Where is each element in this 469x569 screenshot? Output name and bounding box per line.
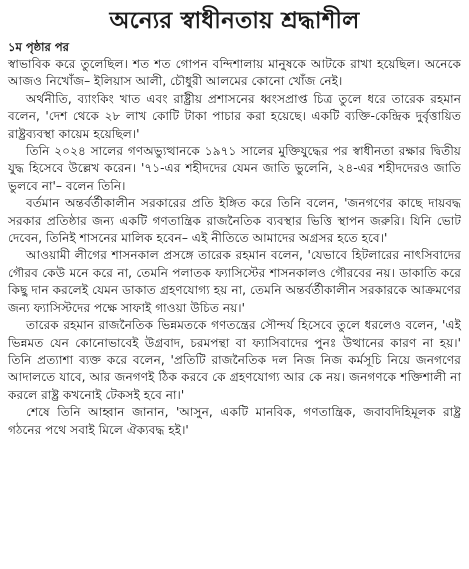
article-paragraph: বর্তমান অন্তর্বর্তীকালীন সরকারের প্রতি ইঙ্গিত করে তিনি বলেন, 'জনগণের কাছে দায়বদ্ধ সরকার প্রতিষ্ঠার জন্য একটি গণতান্ত্রিক রাজনৈতিক ব্যবস্থার ভিত্তি স্থাপন জরুরি। যিনি ভোট দেবেন, তিনিই শাসনের মালিক হবেন– এই নীতিতে আমাদের অগ্রসর হতে হবে।' (8, 196, 461, 246)
article-headline: অন্যের স্বাধীনতায় শ্রদ্ধাশীল (109, 7, 360, 34)
article-paragraph: স্বাভাবিক করে তুলেছিল। শত শত গোপন বন্দিশালায় মানুষকে আটকে রাখা হয়েছিল। অনেকে আজও নিখোঁজ– ইলিয়াস আলী, চৌধুরী আলমের কোনো খোঁজ নেই। (8, 57, 461, 89)
article-paragraph: আওয়ামী লীগের শাসনকাল প্রসঙ্গে তারেক রহমান বলেন, 'যেভাবে হিটলারের নাৎসিবাদের গৌরব কেউ মনে করে না, তেমনি পলাতক ফ্যাসিস্টের শাসনকালও গৌরবের নয়। ডাকাতি করে কিছু দান করলেই যেমন ডাকাত গ্রহণযোগ্য হয় না, তেমনি অন্তর্বর্তীকালীন সরকারকে আক্রমণের জন্য ফ্যাসিস্টদের পক্ষে সাফাই গাওয়া উচিত নয়।' (8, 248, 461, 315)
continued-from-label: ১ম পৃষ্ঠার পর (8, 40, 69, 54)
article-paragraph: অর্থনীতি, ব্যাংকিং খাত এবং রাষ্ট্রীয় প্রশাসনের ধ্বংসপ্রাপ্ত চিত্র তুলে ধরে তারেক রহমান বলেন, 'দেশ থেকে ২৮ লাখ কোটি টাকা পাচার করা হয়েছে। একটি ব্যক্তি-কেন্দ্রিক দুর্বৃত্তায়িত রাষ্ট্রব্যবস্থা কায়েম হয়েছিল।' (8, 91, 461, 141)
article-paragraph: তিনি ২০২৪ সালের গণঅভ্যুত্থানকে ১৯৭১ সালের মুক্তিযুদ্ধের পর স্বাধীনতা রক্ষার দ্বিতীয় যুদ্ধ হিসেবে উল্লেখ করেন। '৭১-এর শহীদদের যেমন জাতি ভুলেনি, ২৪-এর শহীদদেরও জাতি ভুলবে না'– বলেন তিনি। (8, 144, 461, 193)
article-paragraph: শেষে তিনি আহ্বান জানান, 'আসুন, একটি মানবিক, গণতান্ত্রিক, জবাবদিহিমূলক রাষ্ট্র গঠনের পথে সবাই মিলে ঐক্যবদ্ধ হই।' (8, 405, 461, 437)
article-paragraph: তারেক রহমান রাজনৈতিক ভিন্নমতকে গণতন্ত্রের সৌন্দর্য হিসেবে তুলে ধরলেও বলেন, 'এই ভিন্নমত যেন কোনোভাবেই উগ্রবাদ, চরমপন্থা বা ফ্যাসিবাদের পুনঃ উত্থানের কারণ না হয়।' তিনি প্রত্যাশা ব্যক্ত করে বলেন, 'প্রতিটি রাজনৈতিক দল নিজ নিজ কর্মসূচি নিয়ে জনগণের আদালতে যাবে, আর জনগণই ঠিক করবে কে গ্রহণযোগ্য আর কে নয়। জনগণকে শক্তিশালী না করলে রাষ্ট্র কখনোই টেকসই হবে না।' (8, 318, 461, 402)
